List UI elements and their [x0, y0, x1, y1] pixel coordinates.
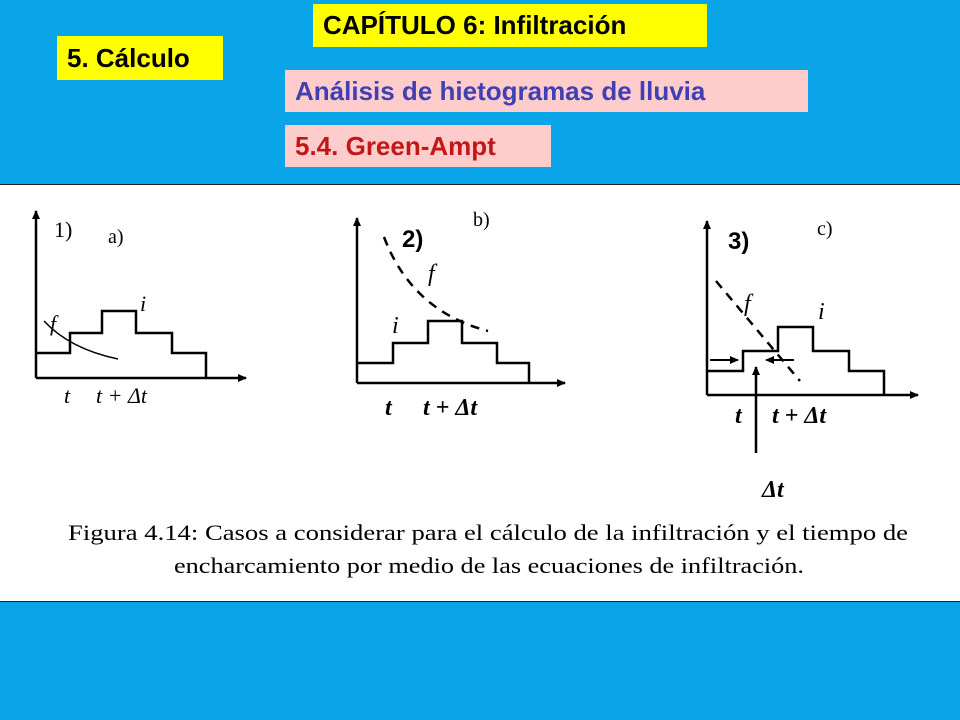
i-label-b: i: [392, 313, 399, 339]
infiltration-curve-c: [716, 281, 800, 381]
case-number-c: 3): [728, 228, 750, 255]
figure-caption-line1: Figura 4.14: Casos a considerar para el cálculo de la infiltración y el tiempo de: [68, 520, 908, 545]
rainfall-steps-b: [357, 321, 529, 383]
f-label-c: f: [744, 291, 751, 317]
t-label-a: t: [64, 383, 71, 408]
method-label: 5.4. Green-Ampt: [285, 125, 551, 167]
i-label-c: i: [818, 299, 825, 325]
infiltration-curve-b: [384, 237, 488, 331]
panel-c: [707, 218, 918, 503]
t-dt-label-b: t + Δt: [423, 395, 478, 421]
case-number-a: 1): [54, 217, 73, 242]
panel-a: [36, 211, 246, 408]
f-label-b: f: [428, 261, 435, 287]
rainfall-steps-a: [36, 311, 206, 378]
figure-panel: [0, 184, 960, 602]
case-number-b: 2): [402, 226, 424, 253]
i-label-a: i: [140, 291, 147, 316]
panel-letter-a: a): [108, 226, 124, 248]
panel-b: [357, 209, 565, 421]
t-dt-label-a: t + Δt: [96, 383, 147, 408]
dt-label-c: Δt: [762, 477, 784, 503]
section-label: 5. Cálculo: [57, 36, 223, 80]
subtitle-label: Análisis de hietogramas de lluvia: [285, 70, 808, 112]
panel-letter-b: b): [473, 209, 490, 231]
t-label-b: t: [385, 395, 392, 421]
figure-caption-line2: encharcamiento por medio de las ecuaciones de infiltración.: [174, 553, 804, 578]
t-dt-label-c: t + Δt: [772, 403, 827, 429]
panel-letter-c: c): [817, 218, 833, 240]
hyetograph-figure: [0, 185, 960, 601]
chapter-title: CAPÍTULO 6: Infiltración: [313, 4, 707, 47]
f-label-a: f: [50, 311, 57, 336]
t-label-c: t: [735, 403, 742, 429]
